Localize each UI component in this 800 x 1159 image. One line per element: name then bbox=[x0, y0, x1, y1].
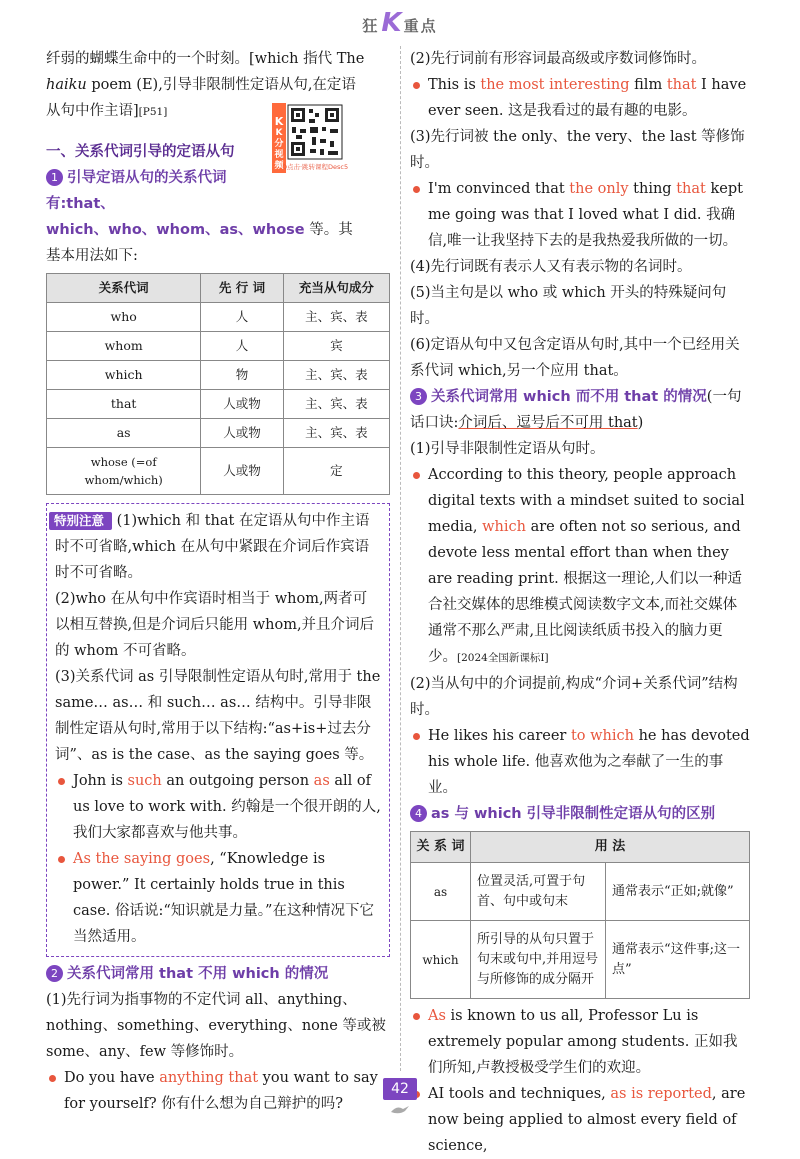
example-saying: As the saying goes, “Knowledge is power.” It certainly holds true in this case. 俗话说:“知识就是力量。”在这种情况下它当然适用。 bbox=[55, 846, 381, 950]
point1-line2: which、who、whom、as、whose 等。其 bbox=[46, 222, 353, 238]
page-number: 42 bbox=[383, 1078, 417, 1100]
column-divider bbox=[400, 46, 401, 1071]
note-1: 特别注意 (1)which 和 that 在定语从句中作主语时不可省略,which 在从句中紧跟在介词后作宾语时不可省略。 bbox=[55, 508, 381, 586]
table-header: 用 法 bbox=[471, 832, 750, 863]
running-header bbox=[0, 6, 800, 40]
table-row: whom 人 宾 bbox=[47, 332, 390, 361]
bird-ornament-icon bbox=[389, 1103, 411, 1115]
intro-line-1: 纤弱的蝴蝶生命中的一个时刻。[which 指代 The bbox=[46, 51, 365, 67]
example-film: This is the most interesting film that I have ever seen. 这是我看过的最有趣的电影。 bbox=[410, 72, 750, 124]
table-header: 先 行 词 bbox=[201, 274, 283, 303]
table-row: which 所引导的从句只置于句末或句中,并用逗号与所修饰的成分隔开 通常表示“这件事;这一点” bbox=[411, 921, 750, 999]
qr-k-label: K bbox=[274, 115, 284, 128]
qr-caption: Q点击·跳转课程Desc5 bbox=[281, 163, 349, 171]
example-career: He likes his career to which he has devoted his whole life. 他喜欢他为之奉献了一生的事业。 bbox=[410, 723, 750, 801]
example-theory: According to this theory, people approach digital texts with a mindset suited to social media, which are often not so serious, and devote less mental effort than when they are reading print. 根据这一理论,人们以一种适合社交媒体的思维模式阅读数字文本,而社交媒体通常不那么严肃,且比阅读纸质书投入的脑力更少。[2024全国新课标Ⅰ] bbox=[410, 462, 750, 671]
section-title: 一、关系代词引导的定语从句 bbox=[46, 144, 235, 160]
intro-line-3: 从句中作主语][P51] bbox=[46, 103, 168, 119]
special-note-box bbox=[46, 503, 390, 957]
rule-preposition: (2)当从句中的介词提前,构成“介词+关系代词”结构时。 bbox=[410, 676, 738, 718]
table-row: whose (=of whom/which) 人或物 定 bbox=[47, 448, 390, 495]
note-tag: 特别注意 bbox=[49, 512, 112, 530]
rule-nested: (6)定语从句中又包含定语从句时,其中一个已经用关系代词 which,另一个应用 that。 bbox=[410, 337, 740, 379]
point1-line1: 1 引导定语从句的关系代词有:that、 bbox=[46, 170, 227, 212]
example-john: John is such an outgoing person as all of us love to work with. 约翰是一个很开朗的人,我们大家都喜欢与他共事。 bbox=[55, 768, 381, 846]
relative-pronoun-table bbox=[46, 273, 390, 495]
left-column bbox=[46, 46, 390, 1117]
rule-nonrestrictive: (1)引导非限制性定语从句时。 bbox=[410, 441, 605, 457]
rule-the-only: (3)先行词被 the only、the very、the last 等修饰时。 bbox=[410, 129, 745, 171]
point4-title: 4 as 与 which 引导非限制性定语从句的区别 bbox=[410, 801, 750, 827]
point1-line3: 基本用法如下: bbox=[46, 248, 138, 264]
header-right: 重点 bbox=[403, 17, 438, 35]
as-which-table bbox=[410, 831, 750, 999]
right-column bbox=[410, 46, 750, 1159]
note-3: (3)关系代词 as 引导限制性定语从句时,常用于 the same… as… 和 such… as… 结构中。引导非限制性定语从句时,常用于以下结构:“as+is+过去分词”、as is the case、as the saying goes 等。 bbox=[55, 669, 381, 763]
intro-line-2: haiku poem (E),引导非限制性定语从句,在定语 bbox=[46, 77, 356, 93]
table-header: 充当从句成分 bbox=[283, 274, 389, 303]
point3-title: 3 关系代词常用 which 而不用 that 的情况(一句话口诀:介词后、逗号后不可用 that) bbox=[410, 389, 742, 431]
point2-rule1: (1)先行词为指事物的不定代词 all、anything、nothing、something、everything、none 等或被 some、any、few 等修饰时。 bbox=[46, 992, 386, 1060]
point2-title: 2 关系代词常用 that 不用 which 的情况 bbox=[46, 961, 390, 987]
rule-question: (5)当主句是以 who 或 which 开头的特殊疑问句时。 bbox=[410, 285, 727, 327]
note-2: (2)who 在从句中作宾语时相当于 whom,两者可以相互替换,但是介词后只能用 whom,并且介词后的 whom 不可省略。 bbox=[55, 591, 375, 659]
table-row: which 物 主、宾、表 bbox=[47, 361, 390, 390]
example-convinced: I'm convinced that the only thing that kept me going was that I loved what I did. 我确信,唯一让我坚持下去的是我热爱我所做的一切。 bbox=[410, 176, 750, 254]
example-anything: Do you have anything that you want to say for yourself? 你有什么想为自己辩护的吗? bbox=[46, 1065, 390, 1117]
example-professor: As is known to us all, Professor Lu is extremely popular among students. 正如我们所知,卢教授极受学生们的欢迎。 bbox=[410, 1003, 750, 1081]
brand-logo: K bbox=[381, 8, 402, 38]
table-header: 关 系 词 bbox=[411, 832, 471, 863]
table-row: as 人或物 主、宾、表 bbox=[47, 419, 390, 448]
rule-person-thing: (4)先行词既有表示人又有表示物的名词时。 bbox=[410, 259, 692, 275]
table-row: who 人 主、宾、表 bbox=[47, 303, 390, 332]
table-row: as 位置灵活,可置于句首、句中或句末 通常表示“正如;就像” bbox=[411, 863, 750, 921]
table-row: that 人或物 主、宾、表 bbox=[47, 390, 390, 419]
example-ai-tools: AI tools and techniques, as is reported, are now being applied to almost every field of science, bbox=[410, 1081, 750, 1159]
table-header: 关系代词 bbox=[47, 274, 201, 303]
rule-superlative: (2)先行词前有形容词最高级或序数词修饰时。 bbox=[410, 51, 707, 67]
header-left: 狂 bbox=[362, 17, 380, 35]
qr-label: K分视频 bbox=[274, 128, 284, 171]
